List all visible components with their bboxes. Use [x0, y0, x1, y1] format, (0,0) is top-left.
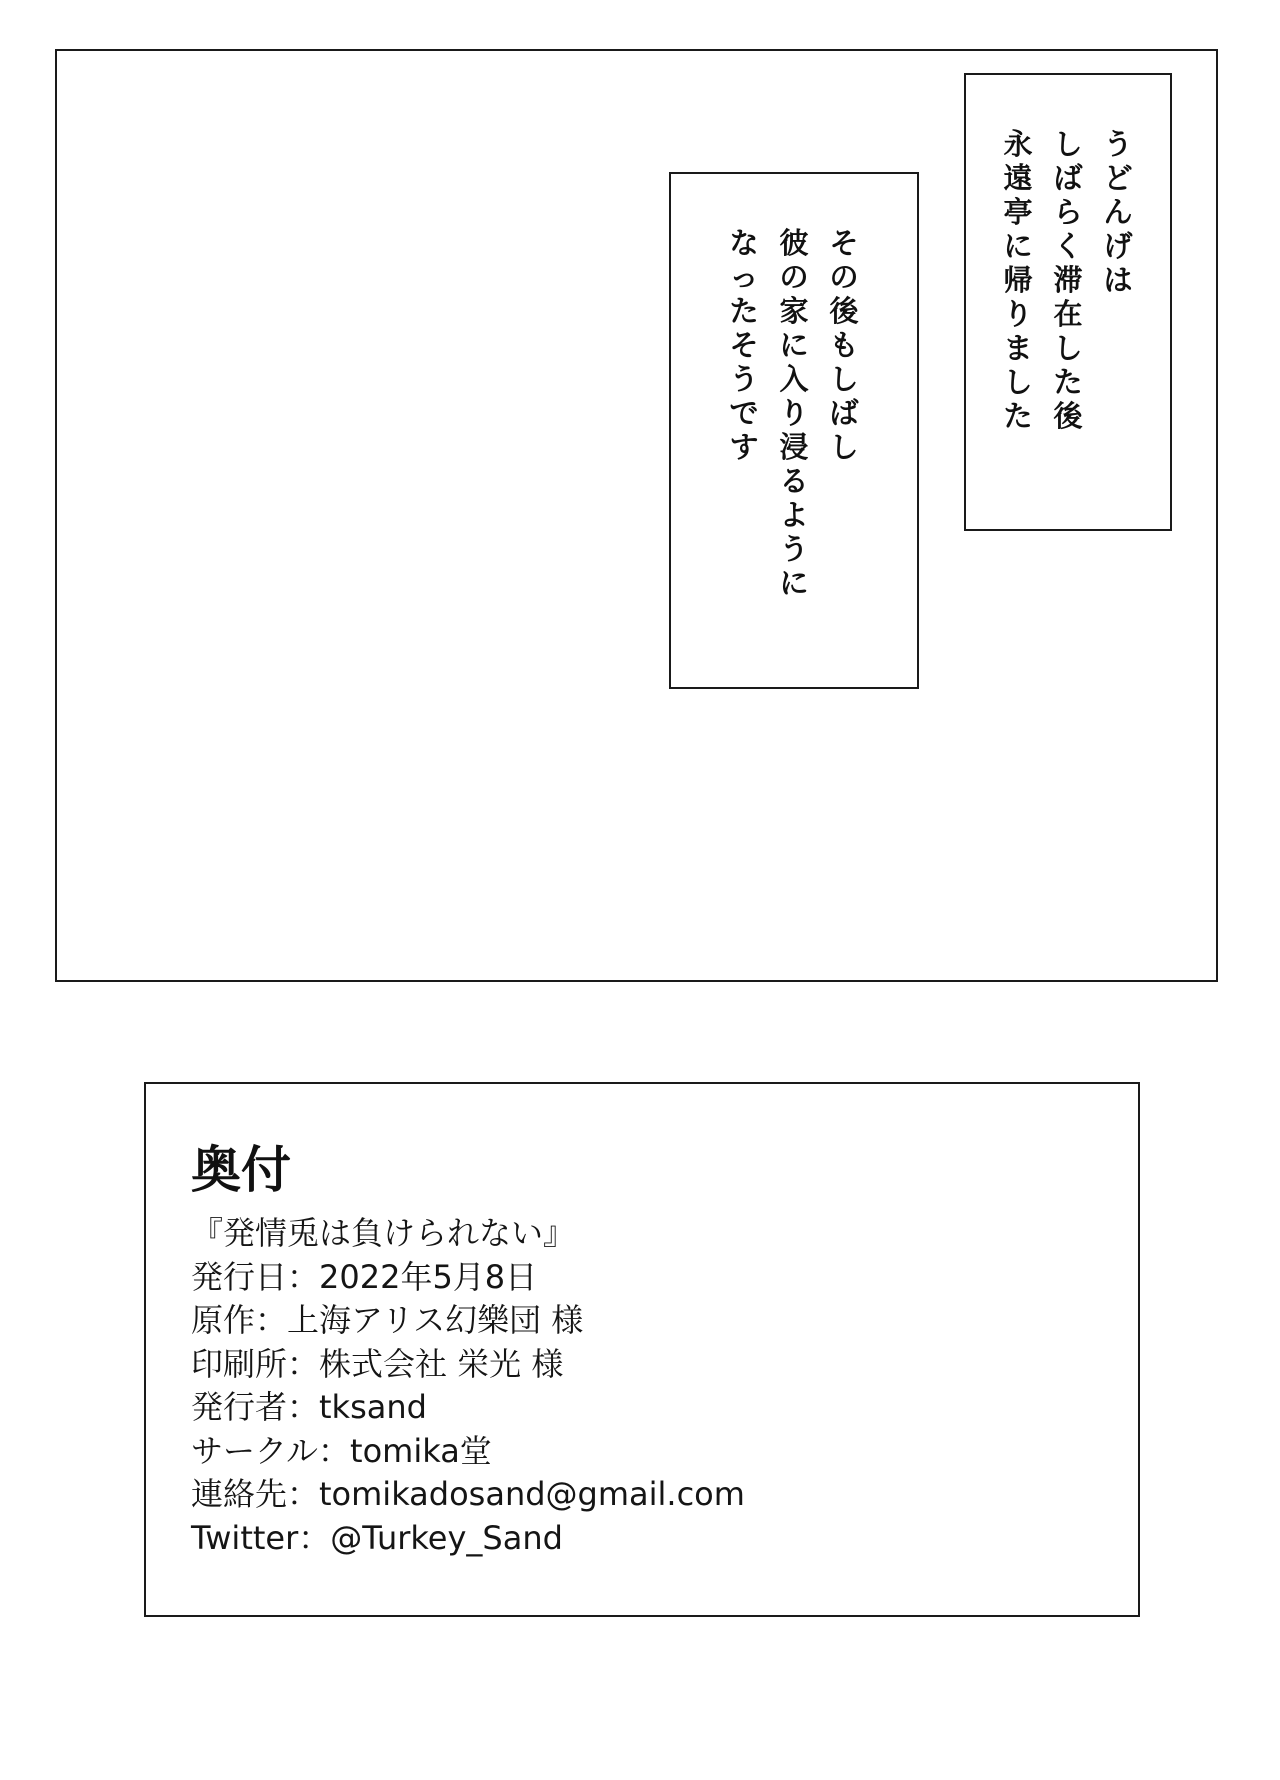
caption-line: 彼 の 家 に 入 り 浸 る よ う に	[779, 226, 809, 600]
colophon-list	[191, 1212, 745, 1560]
colophon-twitter: Twitter：@Turkey_Sand	[191, 1518, 563, 1557]
caption-box-return	[964, 73, 1172, 531]
colophon-book-title: 『発情兎は負けられない』	[191, 1214, 576, 1252]
colophon-circle: サークル：tomika堂	[191, 1431, 492, 1470]
colophon-publish-date: 発行日：2022年5月8日	[191, 1257, 538, 1296]
colophon-title: 奥付	[191, 1141, 291, 1199]
caption-line: そ の 後 も し ば し	[829, 226, 859, 464]
colophon-box	[144, 1082, 1140, 1617]
caption-line: な っ た そ う で す	[729, 226, 759, 464]
colophon-original-work: 原作：上海アリス幻樂団 様	[191, 1301, 584, 1339]
caption-line: し ば ら く 滞 在 し た 後	[1053, 127, 1083, 433]
colophon-publisher: 発行者：tksand	[191, 1388, 427, 1426]
caption-box-afterward	[669, 172, 919, 689]
colophon-printer: 印刷所：株式会社 栄光 様	[191, 1344, 564, 1383]
caption-line: 永 遠 亭 に 帰 り ま し た	[1003, 127, 1033, 433]
caption-line: う ど ん げ は	[1103, 127, 1133, 297]
colophon-contact: 連絡先：tomikadosand@gmail.com	[191, 1475, 745, 1513]
